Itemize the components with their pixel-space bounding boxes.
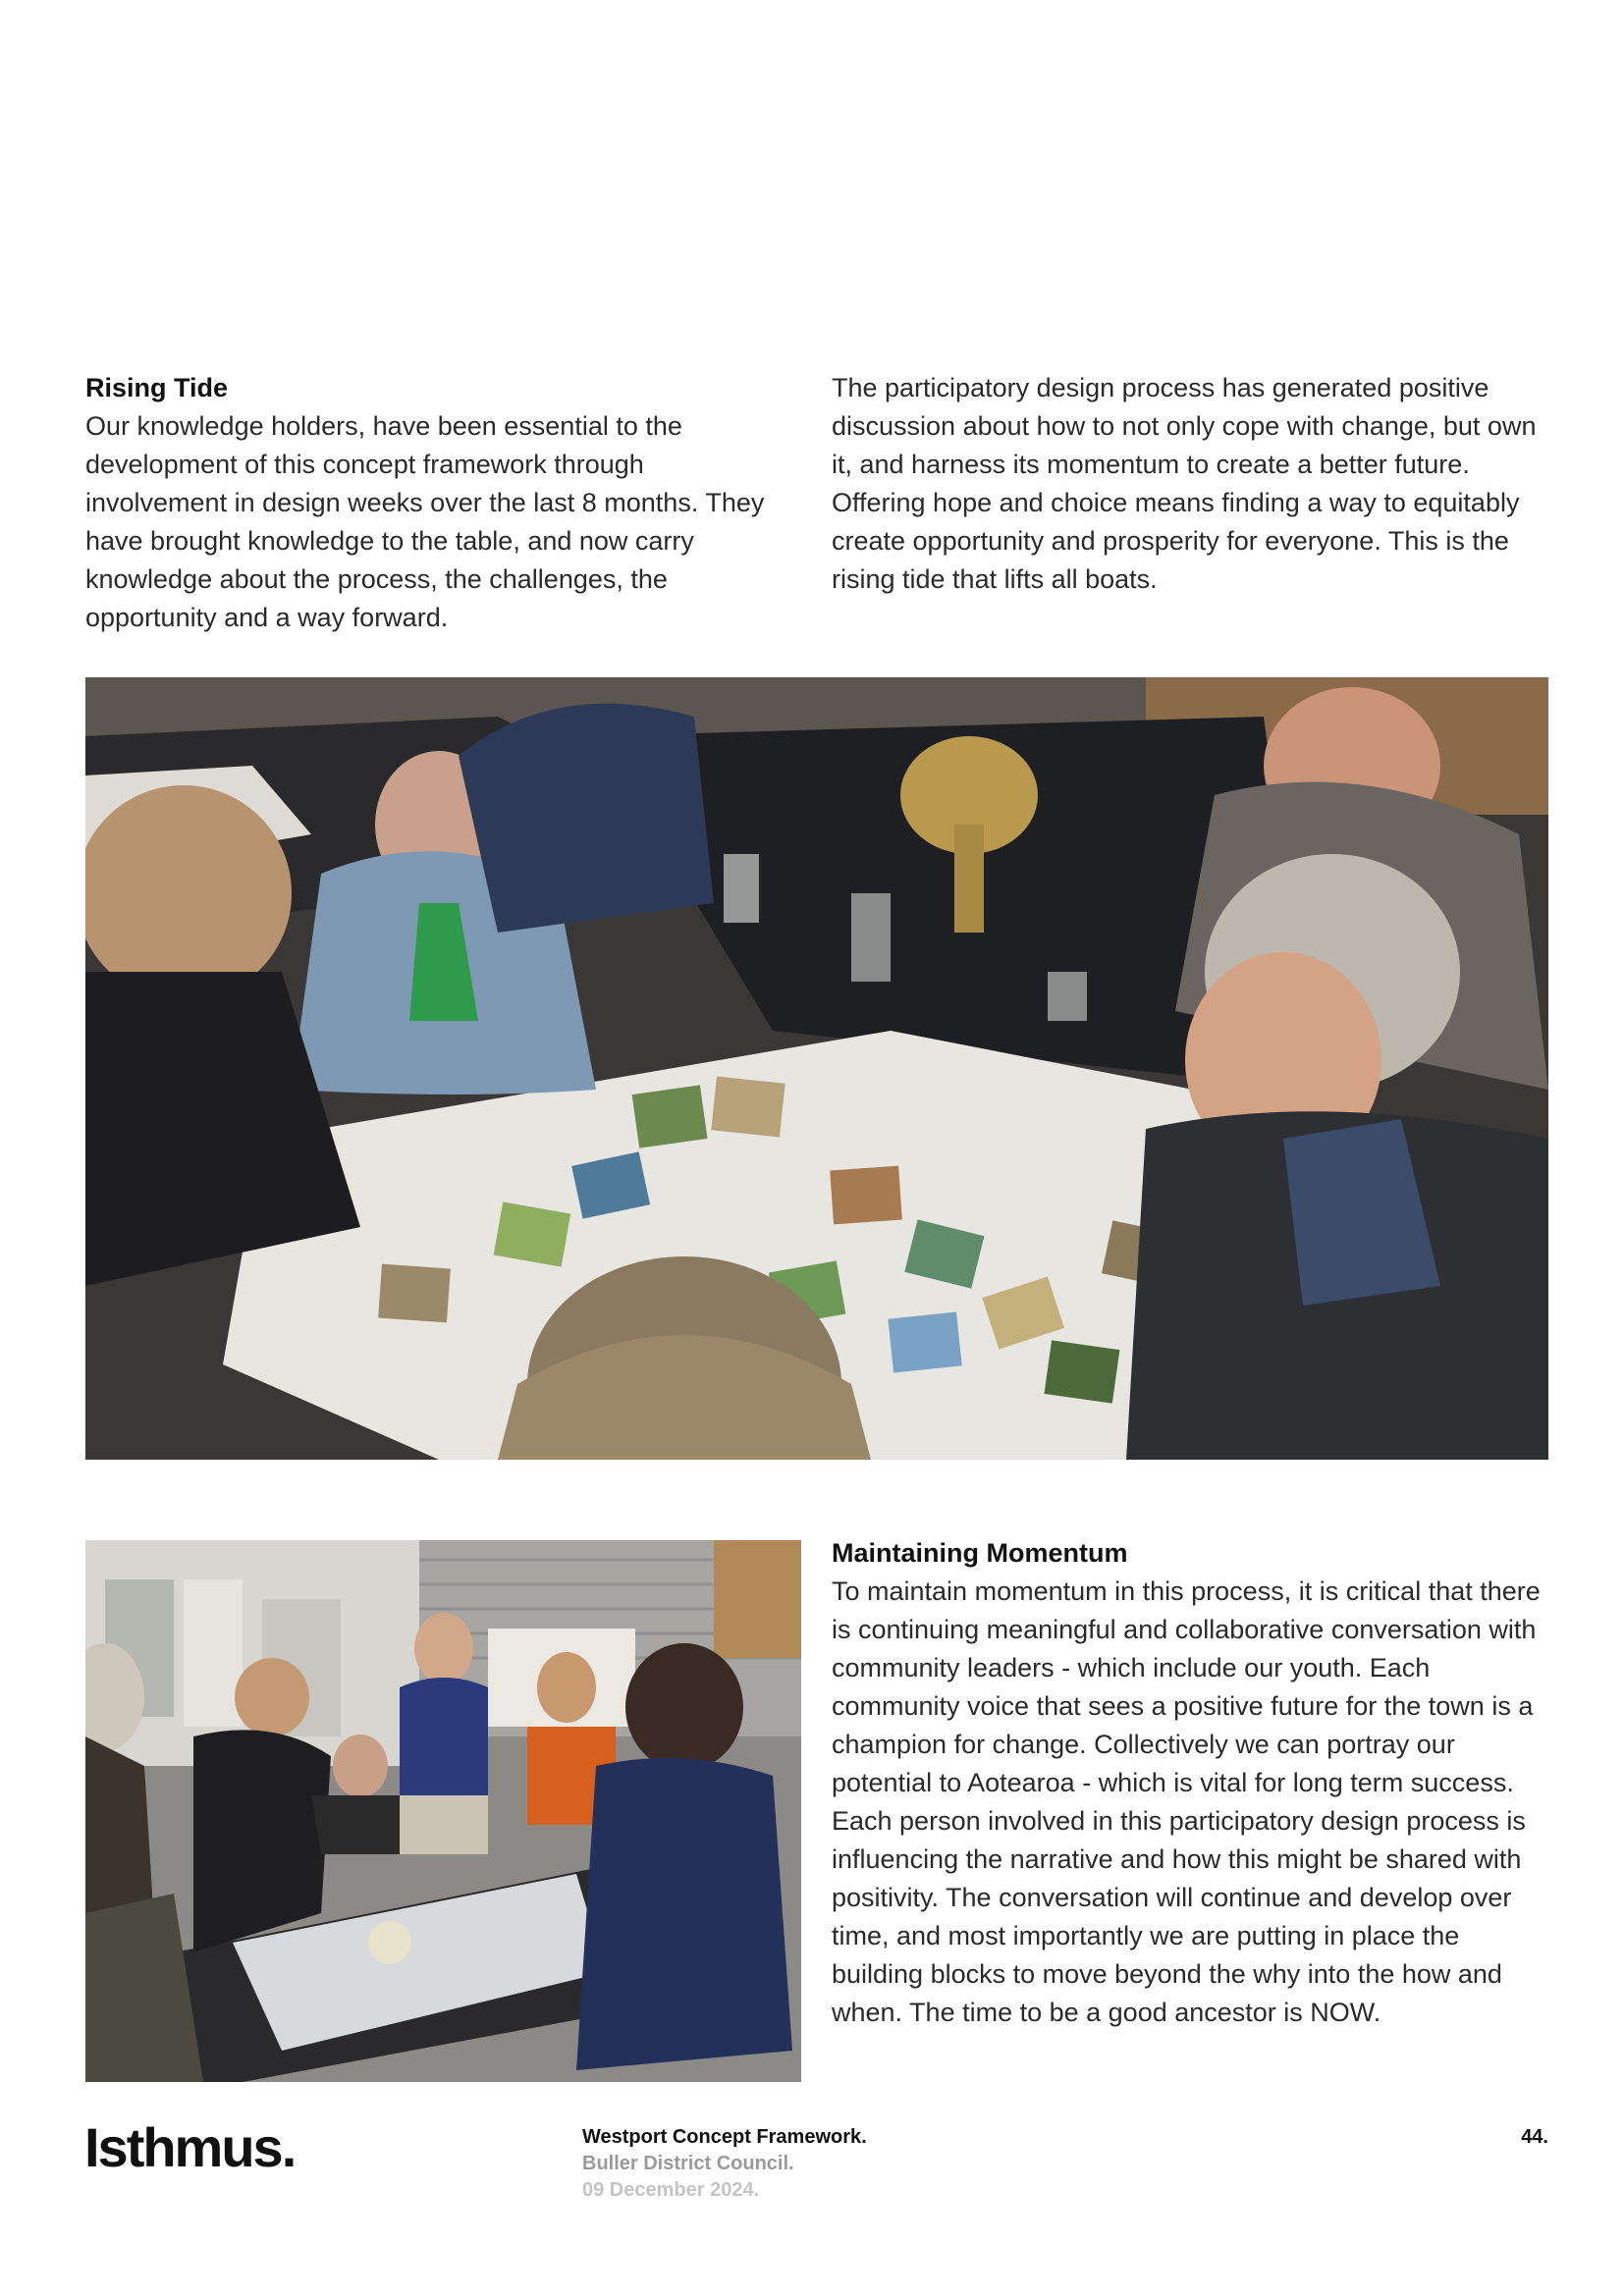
workshop-photo-group xyxy=(85,1540,801,2082)
rising-tide-body: Our knowledge holders, have been essential to the development of this concept framework through involvement in design weeks over the last 8 months. They have brought knowledge to the table, and now carry knowledge about the process, the challenges, the opportunity and a way forward. xyxy=(85,411,765,632)
page-number: 44. xyxy=(1521,2126,1548,2148)
rising-tide-heading: Rising Tide xyxy=(85,373,229,402)
maintaining-momentum-body: To maintain momentum in this process, it is critical that there is continuing meaningful and collaborative conversation with community leaders - which include our youth. Each community voice that sees a positive future for the town is a champion for change. Collectively we can portray our potential to Aotearoa - which is vital for long term success. Each person involved in this participatory design process is influencing the narrative and how this might be shared with positivity. The conversation will continue and develop over time, and most importantly we are putting in place the building blocks to move beyond the why into the how and when. The time to be a good ancestor is NOW. xyxy=(832,1576,1541,2027)
workshop-photo-table xyxy=(85,677,1548,1460)
document-date: 09 December 2024. xyxy=(582,2179,760,2201)
client-name: Buller District Council. xyxy=(582,2153,794,2174)
footer-meta xyxy=(582,2124,867,2204)
maintaining-momentum-heading: Maintaining Momentum xyxy=(832,1538,1128,1568)
isthmus-logo: Isthmus. xyxy=(84,2116,296,2178)
participatory-section xyxy=(832,369,1548,599)
rising-tide-section xyxy=(85,369,792,637)
participatory-body: The participatory design process has generated positive discussion about how to not only cope with change, but own it, and harness its momentum to create a better future. Offering hope and choice means finding a way to equitably create opportunity and prosperity for everyone. This is the rising tide that lifts all boats. xyxy=(832,373,1537,594)
maintaining-momentum-section xyxy=(832,1534,1548,2032)
document-title: Westport Concept Framework. xyxy=(582,2126,867,2148)
